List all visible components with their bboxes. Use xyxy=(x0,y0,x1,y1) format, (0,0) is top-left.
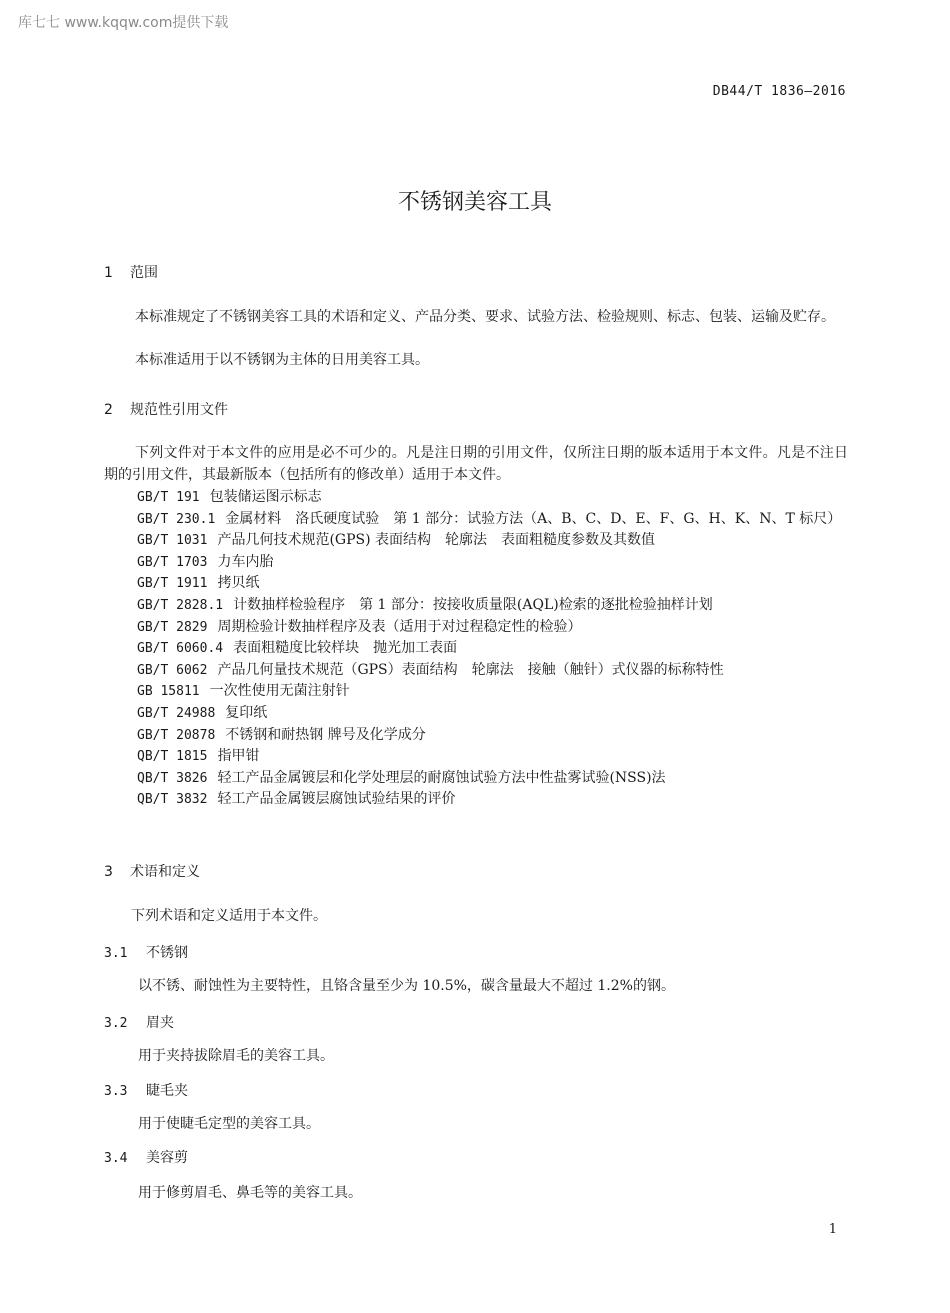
reference-code: GB/T 1703 xyxy=(137,554,208,570)
reference-code: GB/T 191 xyxy=(137,490,200,505)
section-title: 规范性引用文件 xyxy=(130,402,228,418)
reference-title: 一次性使用无菌注射针 xyxy=(209,683,350,700)
term-number: 3.3 xyxy=(104,1084,128,1099)
reference-title: 复印纸 xyxy=(225,704,268,721)
reference-item xyxy=(104,660,848,682)
term-heading xyxy=(104,1147,188,1167)
reference-code: GB/T 2829 xyxy=(137,619,208,635)
reference-code: GB/T 1911 xyxy=(137,576,208,592)
reference-item xyxy=(104,530,848,552)
section-heading-refs xyxy=(104,399,228,419)
reference-code: GB 15811 xyxy=(137,684,200,700)
reference-code: GB/T 1031 xyxy=(137,533,208,549)
reference-title: 指甲钳 xyxy=(217,748,260,765)
reference-code: GB/T 20878 xyxy=(137,727,216,743)
reference-item xyxy=(104,681,848,703)
reference-title: 拷贝纸 xyxy=(217,575,260,592)
section-title: 范围 xyxy=(130,265,158,281)
reference-title: 表面粗糙度比较样块 抛光加工表面 xyxy=(233,640,458,657)
section-number: 3 xyxy=(104,864,113,880)
section-title: 术语和定义 xyxy=(130,864,200,880)
reference-title: 力车内胎 xyxy=(217,553,274,570)
watermark-text: 库七七 www.kqqw.com提供下载 xyxy=(18,15,229,31)
reference-title: 计数抽样检验程序 第 1 部分：按接收质量限(AQL)检索的逐批检验抽样计划 xyxy=(233,596,713,613)
term-definition: 用于使睫毛定型的美容工具。 xyxy=(138,1116,320,1132)
reference-code: GB/T 6062 xyxy=(137,662,208,678)
term-name: 不锈钢 xyxy=(146,945,188,961)
term-number: 3.1 xyxy=(104,946,128,961)
reference-item xyxy=(104,638,848,660)
reference-code: GB/T 24988 xyxy=(137,705,216,721)
term-name: 美容剪 xyxy=(146,1150,188,1166)
reference-item xyxy=(104,509,848,531)
reference-title: 产品几何量技术规范（GPS）表面结构 轮廓法 接触（触针）式仪器的标称特性 xyxy=(217,661,724,678)
term-number: 3.4 xyxy=(104,1151,128,1166)
term-definition: 以不锈、耐蚀性为主要特性，且铬含量至少为 10.5%，碳含量最大不超过 1.2%的钢。 xyxy=(138,978,675,994)
term-name: 睫毛夹 xyxy=(146,1083,188,1099)
term-heading xyxy=(104,1012,174,1032)
reference-item xyxy=(104,487,848,509)
refs-intro-paragraph: 下列文件对于本文件的应用是必不可少的。凡是注日期的引用文件，仅所注日期的版本适用于本文件。凡是不注日期的引用文件，其最新版本（包括所有的修改单）适用于本文件。 xyxy=(104,445,848,483)
reference-code: GB/T 2828.1 xyxy=(137,597,224,613)
reference-code: QB/T 3832 xyxy=(137,792,208,808)
reference-title: 不锈钢和耐热钢 牌号及化学成分 xyxy=(225,726,426,743)
section-heading-terms xyxy=(104,861,200,881)
scope-paragraph-1: 本标准规定了不锈钢美容工具的术语和定义、产品分类、要求、试验方法、检验规则、标志、包装、运输及贮存。 xyxy=(135,309,835,325)
reference-item xyxy=(104,768,848,790)
document-number: DB44/T 1836—2016 xyxy=(712,84,846,99)
reference-item xyxy=(104,573,848,595)
reference-code: GB/T 230.1 xyxy=(137,511,216,527)
reference-item xyxy=(104,617,848,639)
term-name: 眉夹 xyxy=(146,1015,174,1031)
term-heading xyxy=(104,1080,188,1100)
reference-item xyxy=(104,595,848,617)
terms-intro-paragraph: 下列术语和定义适用于本文件。 xyxy=(131,908,327,924)
reference-item xyxy=(104,552,848,574)
term-number: 3.2 xyxy=(104,1016,128,1031)
reference-title: 轻工产品金属镀层和化学处理层的耐腐蚀试验方法中性盐雾试验(NSS)法 xyxy=(217,769,666,786)
section-heading-scope xyxy=(104,262,158,282)
reference-code: QB/T 1815 xyxy=(137,749,208,765)
term-definition: 用于修剪眉毛、鼻毛等的美容工具。 xyxy=(138,1185,362,1201)
section-number: 1 xyxy=(104,265,113,281)
term-heading xyxy=(104,942,188,962)
reference-title: 轻工产品金属镀层腐蚀试验结果的评价 xyxy=(217,791,456,808)
section-number: 2 xyxy=(104,402,113,418)
page-title: 不锈钢美容工具 xyxy=(397,190,552,215)
reference-item xyxy=(104,789,848,811)
reference-title: 周期检验计数抽样程序及表（适用于对过程稳定性的检验） xyxy=(217,618,582,635)
reference-title: 产品几何技术规范(GPS) 表面结构 轮廓法 表面粗糙度参数及其数值 xyxy=(217,532,656,549)
reference-item xyxy=(104,746,848,768)
reference-code: QB/T 3826 xyxy=(137,770,208,786)
reference-title: 金属材料 洛氏硬度试验 第 1 部分：试验方法（A、B、C、D、E、F、G、H、K、N、T 标尺） xyxy=(225,510,842,527)
reference-item xyxy=(104,703,848,725)
page-number: 1 xyxy=(828,1222,837,1237)
reference-item xyxy=(104,725,848,747)
reference-title: 包装储运图示标志 xyxy=(209,489,322,505)
reference-list xyxy=(104,487,848,811)
term-definition: 用于夹持拔除眉毛的美容工具。 xyxy=(138,1048,334,1064)
reference-code: GB/T 6060.4 xyxy=(137,641,224,657)
scope-paragraph-2: 本标准适用于以不锈钢为主体的日用美容工具。 xyxy=(135,352,429,368)
